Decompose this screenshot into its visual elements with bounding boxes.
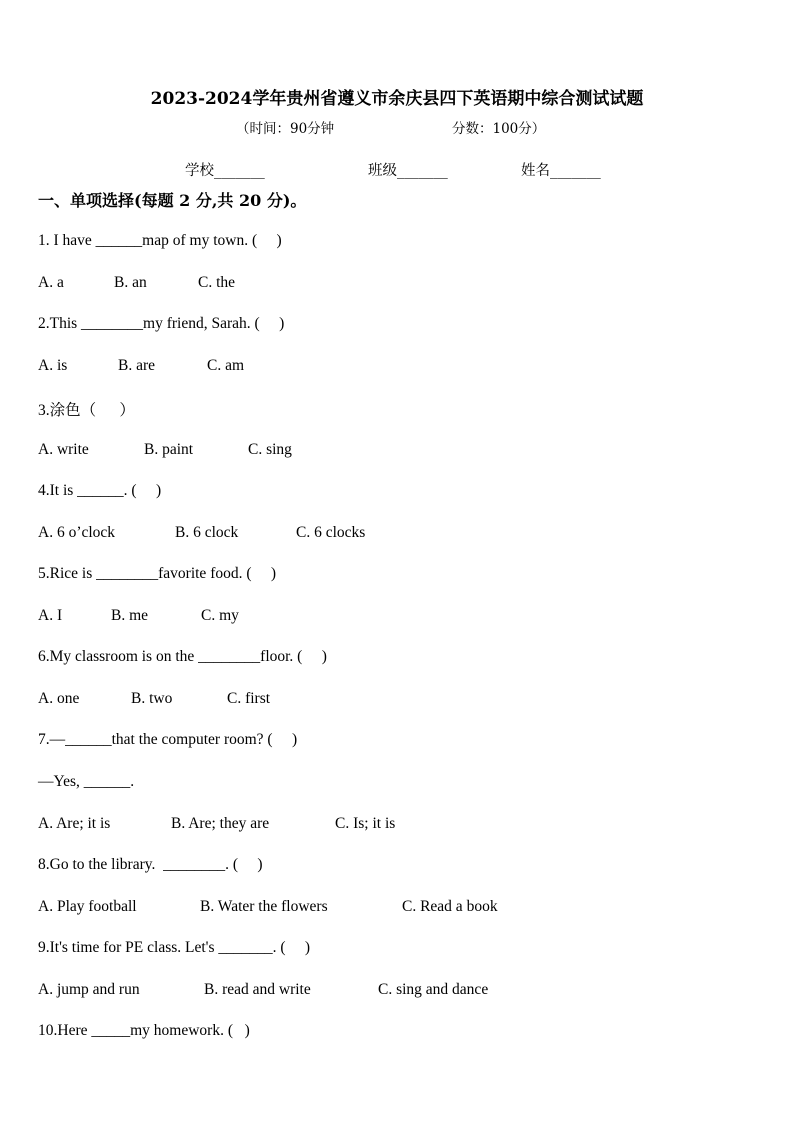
option-c[interactable]: C. the xyxy=(198,274,236,291)
question-3-stem: 3.涂色（ ） xyxy=(38,402,135,419)
option-a[interactable]: A. Play football xyxy=(38,898,137,915)
option-c[interactable]: C. first xyxy=(227,690,271,707)
question-1-stem: 1. I have ______map of my town. ( ) xyxy=(38,232,282,249)
option-b[interactable]: B. are xyxy=(118,357,156,374)
option-c[interactable]: C. my xyxy=(201,607,239,624)
option-b[interactable]: B. read and write xyxy=(204,981,311,998)
section-heading: 一、单项选择(每题 2 分,共 20 分)。 xyxy=(38,191,307,210)
question-10-stem: 10.Here _____my homework. ( ) xyxy=(38,1022,250,1039)
option-c[interactable]: C. Is; it is xyxy=(335,815,396,832)
option-a[interactable]: A. 6 o’clock xyxy=(38,524,116,541)
option-b[interactable]: B. Are; they are xyxy=(171,815,270,832)
class-field[interactable]: 班级_______ xyxy=(368,163,448,179)
option-c[interactable]: C. 6 clocks xyxy=(296,524,366,541)
time-limit: （时间：90分钟 xyxy=(236,121,335,137)
question-8-stem: 8.Go to the library. ________. ( ) xyxy=(38,856,263,873)
question-7-stem-reply: —Yes, ______. xyxy=(38,773,135,790)
option-c[interactable]: C. sing xyxy=(248,441,292,458)
option-c[interactable]: C. Read a book xyxy=(402,898,498,915)
exam-title: 2023-2024学年贵州省遵义市余庆县四下英语期中综合测试试题 xyxy=(150,89,644,109)
name-field[interactable]: 姓名_______ xyxy=(521,163,601,179)
total-score: 分数：100分） xyxy=(452,121,546,137)
school-field[interactable]: 学校_______ xyxy=(185,163,265,179)
question-5-stem: 5.Rice is ________favorite food. ( ) xyxy=(38,565,277,582)
option-a[interactable]: A. Are; it is xyxy=(38,815,111,832)
option-b[interactable]: B. paint xyxy=(144,441,194,458)
option-b[interactable]: B. Water the flowers xyxy=(200,898,328,915)
question-4-stem: 4.It is ______. ( ) xyxy=(38,482,162,499)
option-b[interactable]: B. me xyxy=(111,607,149,624)
option-c[interactable]: C. am xyxy=(207,357,245,374)
option-a[interactable]: A. jump and run xyxy=(38,981,140,998)
option-a[interactable]: A. one xyxy=(38,690,80,707)
question-7-stem: 7.—______that the computer room? ( ) xyxy=(38,731,298,748)
question-2-stem: 2.This ________my friend, Sarah. ( ) xyxy=(38,315,285,332)
option-b[interactable]: B. two xyxy=(131,690,173,707)
option-b[interactable]: B. an xyxy=(114,274,147,291)
option-b[interactable]: B. 6 clock xyxy=(175,524,239,541)
option-c[interactable]: C. sing and dance xyxy=(378,981,489,998)
question-9-stem: 9.It's time for PE class. Let's _______. ( ) xyxy=(38,939,311,956)
option-a[interactable]: A. I xyxy=(38,607,63,624)
option-a[interactable]: A. is xyxy=(38,357,68,374)
option-a[interactable]: A. a xyxy=(38,274,64,291)
question-6-stem: 6.My classroom is on the ________floor. ( ) xyxy=(38,648,327,665)
option-a[interactable]: A. write xyxy=(38,441,89,458)
